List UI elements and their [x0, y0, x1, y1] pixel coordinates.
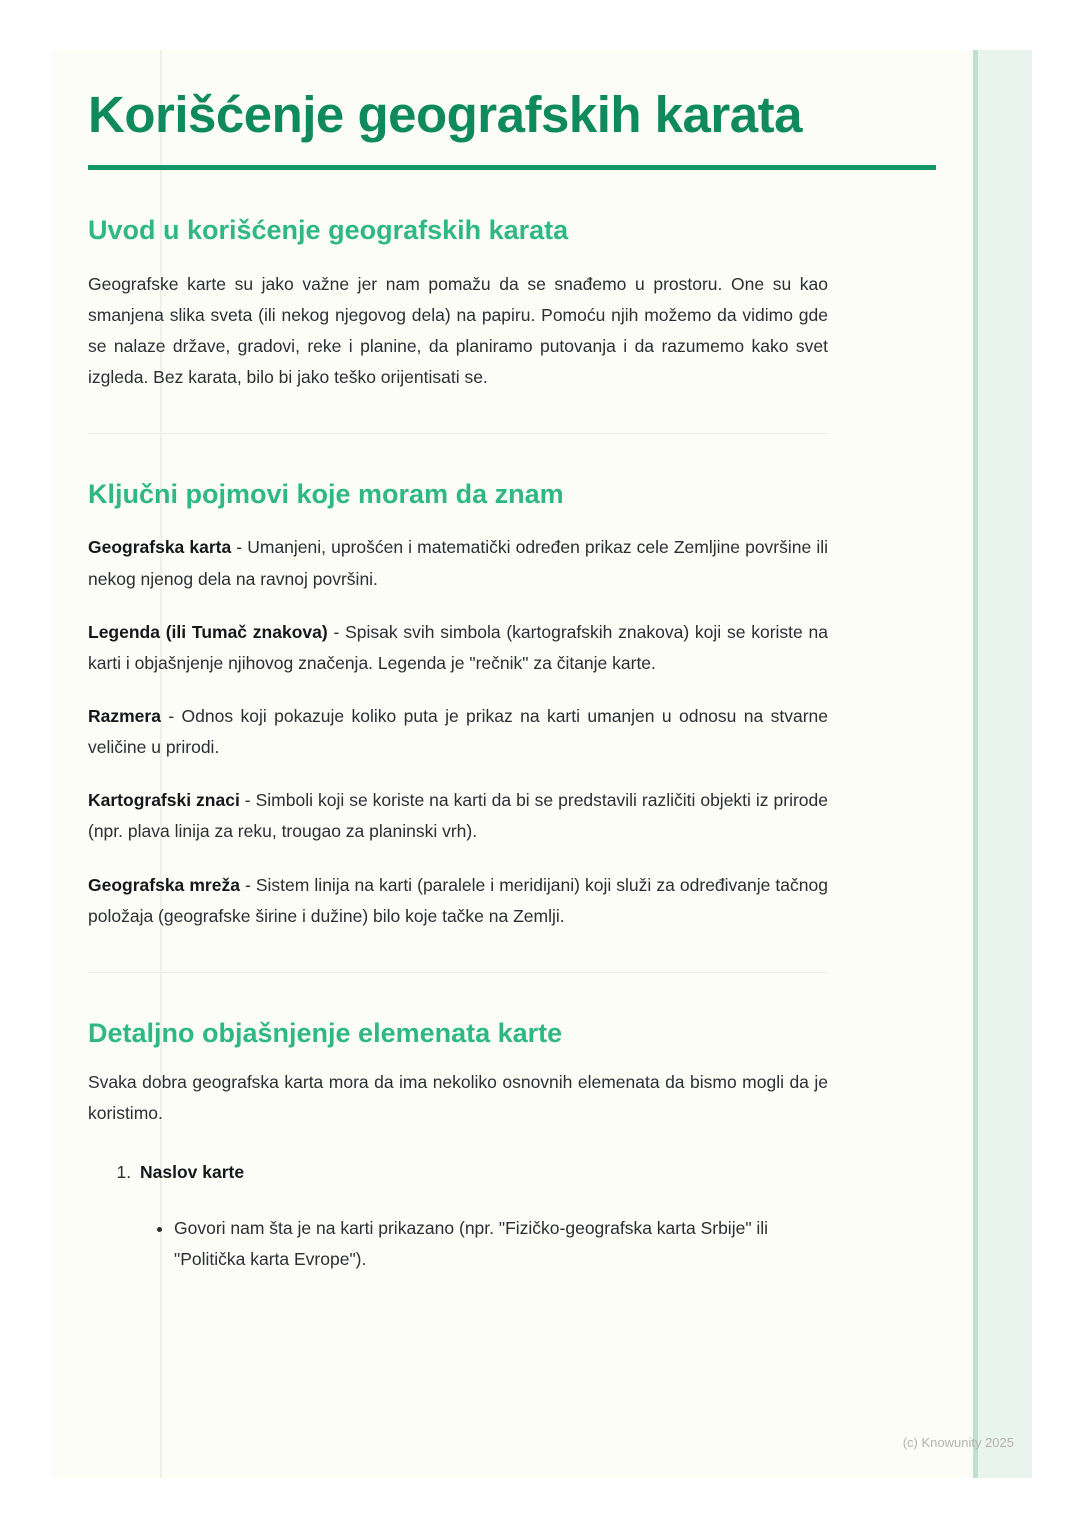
term-name: Geografska karta [88, 537, 232, 558]
map-elements-bullet-list [140, 1213, 978, 1274]
side-band [978, 50, 1032, 1478]
section-heading-key-terms: Ključni pojmovi koje moram da znam [88, 479, 564, 510]
term-entry [88, 785, 828, 847]
list-item: • Govori nam šta je na karti prikazano (npr. "Fizičko-geografska karta Srbije" ili "Politička karta Evrope"). [174, 1213, 834, 1274]
term-entry [88, 532, 828, 594]
section-map-elements [88, 973, 978, 1275]
section-intro [88, 170, 978, 393]
term-definition: - Umanjeni, uprošćen i matematički određen prikaz cele Zemljine površine ili nekog njenog dela na ravnoj površini. [88, 537, 828, 589]
document-page [52, 50, 1032, 1478]
intro-paragraph: Geografske karte su jako važne jer nam pomažu da se snađemo u prostoru. One su kao smanjena slika sveta (ili nekog njegovog dela) na papiru. Pomoću njih možemo da vidimo gde se nalaze države, gradovi, reke i planine, da planiramo putovanja i da razumemo kako svet izgleda. Bez karata, bilo bi jako teško orijentisati se. [88, 273, 828, 387]
section-key-terms [88, 434, 978, 932]
section-heading-map-elements: Detaljno objašnjenje elemenata karte [88, 1017, 563, 1048]
term-definition: - Odnos koji pokazuje koliko puta je prikaz na karti umanjen u odnosu na stvarne veličine u prirodi. [88, 706, 828, 758]
list-item [136, 1158, 978, 1275]
page-title: Korišćenje geografskih karata [88, 86, 802, 143]
list-item-label: Naslov karte [140, 1161, 245, 1182]
map-elements-ordered-list [88, 1158, 978, 1275]
map-elements-paragraph: Svaka dobra geografska karta mora da ima nekoliko osnovnih elemenata da bismo mogli da je koristimo. [88, 1072, 828, 1124]
document-content [88, 50, 978, 1478]
term-definition: - Simboli koji se koriste na karti da bi se predstavili različiti objekti iz prirode (npr. plava linija za reku, trougao za planinski vrh). [88, 790, 828, 842]
section-heading-intro: Uvod u korišćenje geografskih karata [88, 215, 569, 246]
term-name: Razmera [88, 706, 161, 727]
term-name: Geografska mreža [88, 874, 240, 895]
term-name: Legenda (ili Tumač znakova) [88, 621, 328, 642]
term-definition: - Spisak svih simbola (kartografskih znakova) koji se koriste na karti i objašnjenje njihovog značenja. Legenda je "rečnik" za čitanje karte. [88, 621, 828, 673]
term-entry [88, 701, 828, 763]
copyright-watermark: (c) Knowunity 2025 [902, 1435, 1014, 1450]
term-definition: - Sistem linija na karti (paralele i meridijani) koji služi za određivanje tačnog položaja (geografske širine i dužine) bilo koje tačke na Zemlji. [88, 874, 828, 926]
term-entry [88, 870, 828, 932]
term-entry [88, 617, 828, 679]
term-name: Kartografski znaci [88, 790, 240, 811]
